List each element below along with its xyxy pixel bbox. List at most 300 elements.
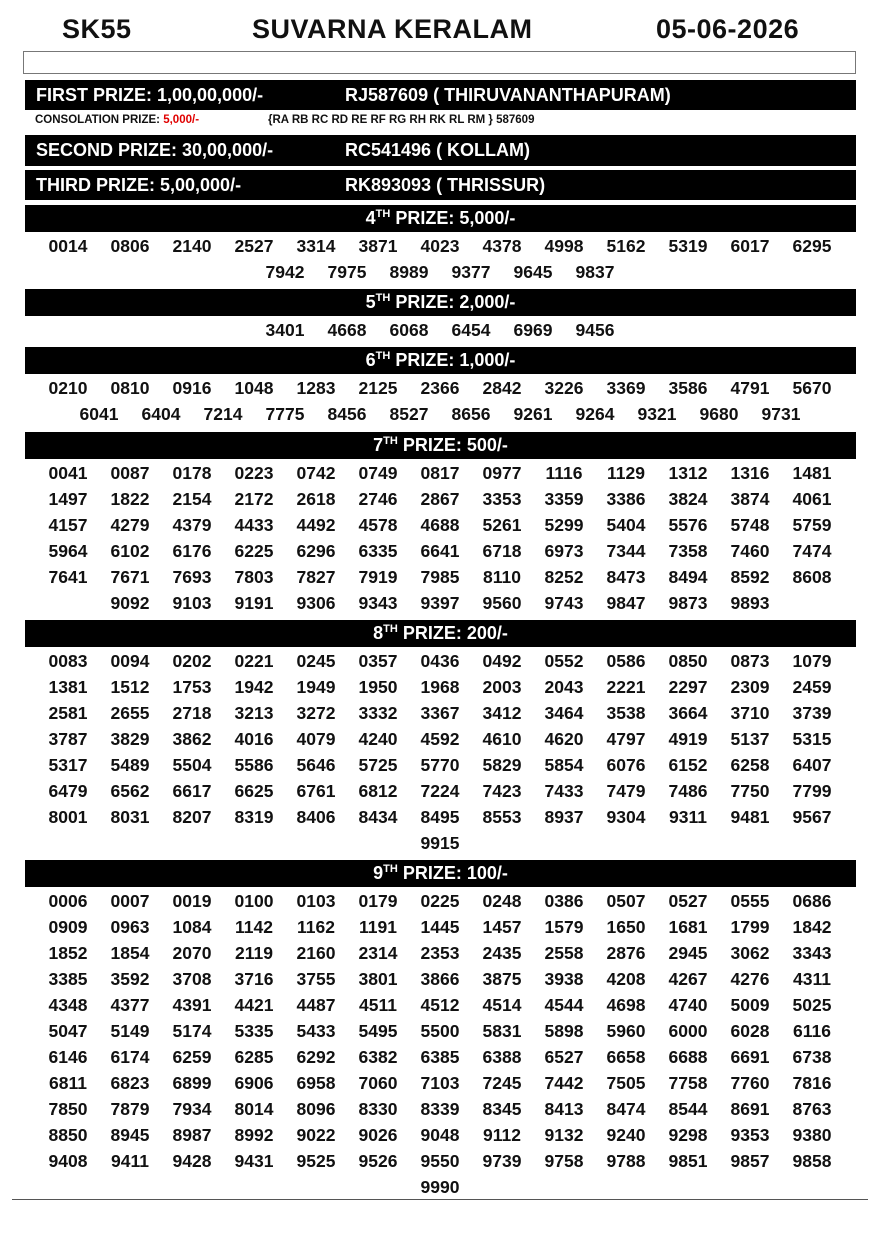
ticket-number: 9103: [172, 593, 212, 613]
ticket-number: 8937: [544, 807, 584, 827]
ticket-number: 8494: [668, 567, 708, 587]
ticket-number: 1822: [110, 489, 150, 509]
ticket-number: 8656: [451, 404, 491, 424]
ticket-number: 5319: [668, 236, 708, 256]
ticket-number: 8763: [792, 1099, 832, 1119]
ticket-number: 7442: [544, 1073, 584, 1093]
ticket-number: 2655: [110, 703, 150, 723]
ticket-number: 6068: [389, 320, 429, 340]
prize9-sup: TH: [383, 863, 398, 875]
ticket-number: 0749: [358, 463, 398, 483]
ticket-number: 5646: [296, 755, 336, 775]
ticket-number: 2353: [420, 943, 460, 963]
ticket-number: 7827: [296, 567, 336, 587]
ticket-number: 4620: [544, 729, 584, 749]
ticket-number: 3369: [606, 378, 646, 398]
ticket-number: 0810: [110, 378, 150, 398]
ticket-number: 5315: [792, 729, 832, 749]
ticket-number: 0223: [234, 463, 274, 483]
ticket-number: 4023: [420, 236, 460, 256]
ticket-number: 5759: [792, 515, 832, 535]
ticket-number: 3343: [792, 943, 832, 963]
ticket-number: 6382: [358, 1047, 398, 1067]
prize5-bar: [25, 289, 856, 316]
ticket-number: 6017: [730, 236, 770, 256]
ticket-number: 3385: [48, 969, 88, 989]
ticket-number: 0041: [48, 463, 88, 483]
ticket-number: 3716: [234, 969, 274, 989]
ticket-number: 7919: [358, 567, 398, 587]
ticket-number: 8319: [234, 807, 274, 827]
ticket-number: 8474: [606, 1099, 646, 1119]
ticket-number: 6174: [110, 1047, 150, 1067]
ticket-number: 8031: [110, 807, 150, 827]
ticket-number: 3787: [48, 729, 88, 749]
ticket-number: 6041: [79, 404, 119, 424]
ticket-number: 5964: [48, 541, 88, 561]
ticket-number: 0552: [544, 651, 584, 671]
ticket-number: 3829: [110, 729, 150, 749]
ticket-number: 0909: [48, 917, 88, 937]
ticket-number: 5149: [110, 1021, 150, 1041]
ticket-number: 2314: [358, 943, 398, 963]
ticket-number: 1497: [48, 489, 88, 509]
consolation-amount: 5,000/-: [163, 114, 200, 126]
ticket-number: 6295: [792, 236, 832, 256]
prize7-label: PRIZE: 500/-: [397, 435, 508, 455]
prize9-num: 9: [373, 863, 384, 883]
prize7-bar: [25, 432, 856, 459]
ticket-number: 9022: [296, 1125, 336, 1145]
ticket-number: 4311: [793, 969, 831, 989]
ticket-number: 3755: [296, 969, 336, 989]
ticket-number: 0817: [420, 463, 460, 483]
lottery-name: SUVARNA KERALAM: [252, 14, 533, 44]
ticket-number: 7799: [792, 781, 832, 801]
ticket-number: 3213: [234, 703, 274, 723]
ticket-number: 7816: [792, 1073, 832, 1093]
ticket-number: 6812: [358, 781, 398, 801]
ticket-number: 7775: [265, 404, 305, 424]
ticket-number: 6000: [668, 1021, 708, 1041]
ticket-number: 9758: [544, 1151, 584, 1171]
ticket-number: 9264: [575, 404, 615, 424]
ticket-number: 5489: [110, 755, 150, 775]
ticket-number: 3412: [482, 703, 522, 723]
draw-code: SK55: [62, 14, 132, 44]
ticket-number: 0103: [296, 891, 336, 911]
ticket-number: 4688: [420, 515, 460, 535]
consolation-series: {RA RB RC RD RE RF RG RH RK RL RM } 587609: [268, 114, 535, 126]
ticket-number: 9550: [420, 1151, 460, 1171]
ticket-number: 6658: [606, 1047, 646, 1067]
ticket-number: 9397: [420, 593, 460, 613]
ticket-number: 5831: [482, 1021, 522, 1041]
ticket-number: 9990: [420, 1177, 460, 1197]
ticket-number: 9560: [482, 593, 522, 613]
ticket-number: 3866: [420, 969, 460, 989]
ticket-number: 0873: [730, 651, 770, 671]
ticket-number: 1129: [607, 463, 645, 483]
prize7-numbers: [30, 460, 850, 616]
ticket-number: 8608: [792, 567, 832, 587]
ticket-number: 6973: [544, 541, 584, 561]
ticket-number: 7934: [172, 1099, 212, 1119]
third-prize-result: RK893093 ( THRISSUR): [345, 175, 546, 195]
ticket-number: 4668: [327, 320, 367, 340]
second-prize-label: SECOND PRIZE: 30,00,000/-: [36, 140, 274, 160]
ticket-number: 2867: [420, 489, 460, 509]
ticket-number: 3062: [730, 943, 770, 963]
ticket-number: 4348: [48, 995, 88, 1015]
ticket-number: 9731: [761, 404, 801, 424]
ticket-number: 7803: [234, 567, 274, 587]
ticket-number: 6076: [606, 755, 646, 775]
ticket-number: 6258: [730, 755, 770, 775]
ticket-number: 8495: [420, 807, 460, 827]
ticket-number: 7245: [482, 1073, 522, 1093]
ticket-number: 5504: [172, 755, 212, 775]
ticket-number: 9431: [234, 1151, 274, 1171]
ticket-number: 4512: [420, 995, 460, 1015]
ticket-number: 6738: [792, 1047, 832, 1067]
prize8-num: 8: [373, 623, 384, 643]
ticket-number: 2070: [172, 943, 212, 963]
ticket-number: 6454: [451, 320, 491, 340]
prize9-bar: [25, 860, 856, 887]
ticket-number: 5960: [606, 1021, 646, 1041]
ticket-number: 1512: [110, 677, 150, 697]
ticket-number: 7103: [420, 1073, 460, 1093]
ticket-number: 9858: [792, 1151, 832, 1171]
ticket-number: 4578: [358, 515, 398, 535]
prize6-label: PRIZE: 1,000/-: [390, 350, 516, 370]
ticket-number: 5137: [730, 729, 770, 749]
ticket-number: 8110: [483, 567, 521, 587]
ticket-number: 9851: [668, 1151, 708, 1171]
ticket-number: 5500: [420, 1021, 460, 1041]
ticket-number: 7433: [544, 781, 584, 801]
ticket-number: 4791: [730, 378, 770, 398]
ticket-number: 0357: [358, 651, 398, 671]
ticket-number: 8330: [358, 1099, 398, 1119]
ticket-number: 1681: [668, 917, 708, 937]
ticket-number: 7486: [668, 781, 708, 801]
ticket-number: 4592: [420, 729, 460, 749]
ticket-number: 6969: [513, 320, 553, 340]
ticket-number: 3272: [296, 703, 336, 723]
ticket-number: 8434: [358, 807, 398, 827]
ticket-number: 3367: [420, 703, 460, 723]
ticket-number: 9411: [111, 1151, 149, 1171]
ticket-number: 9525: [296, 1151, 336, 1171]
ticket-number: 2160: [296, 943, 336, 963]
ticket-number: 5404: [606, 515, 646, 535]
ticket-number: 5335: [234, 1021, 274, 1041]
ticket-number: 4610: [482, 729, 522, 749]
ticket-number: 7942: [265, 262, 305, 282]
ticket-number: 1753: [172, 677, 212, 697]
prize8-numbers: [30, 648, 850, 856]
ticket-number: 0492: [482, 651, 522, 671]
ticket-number: 3359: [544, 489, 584, 509]
ticket-number: 2459: [792, 677, 832, 697]
ticket-number: 6028: [730, 1021, 770, 1041]
ticket-number: 9240: [606, 1125, 646, 1145]
prize5-label: PRIZE: 2,000/-: [390, 292, 516, 312]
ticket-number: 1852: [48, 943, 88, 963]
ticket-number: 9092: [110, 593, 150, 613]
ticket-number: 5748: [730, 515, 770, 535]
ticket-number: 3708: [172, 969, 212, 989]
prize5-sup: TH: [375, 292, 391, 304]
ticket-number: 5047: [48, 1021, 88, 1041]
ticket-number: 3874: [730, 489, 770, 509]
ticket-number: 0094: [110, 651, 150, 671]
ticket-number: 4433: [234, 515, 274, 535]
ticket-number: 7641: [48, 567, 88, 587]
ticket-number: 1079: [792, 651, 832, 671]
ticket-number: 2154: [172, 489, 212, 509]
ticket-number: 5433: [296, 1021, 336, 1041]
prize5-numbers: [30, 317, 850, 343]
ticket-number: 1116: [545, 463, 583, 483]
ticket-number: 3739: [792, 703, 832, 723]
ticket-number: 0742: [296, 463, 336, 483]
ticket-number: 6285: [234, 1047, 274, 1067]
ticket-number: 3875: [482, 969, 522, 989]
ticket-number: 8096: [296, 1099, 336, 1119]
ticket-number: 3401: [265, 320, 305, 340]
ticket-number: 2581: [48, 703, 88, 723]
ticket-number: 4378: [482, 236, 522, 256]
ticket-number: 7423: [482, 781, 522, 801]
ticket-number: 8406: [296, 807, 336, 827]
ticket-number: 2221: [606, 677, 646, 697]
ticket-number: 1312: [668, 463, 708, 483]
ticket-number: 6176: [172, 541, 212, 561]
ticket-number: 5025: [792, 995, 832, 1015]
ticket-number: 5854: [544, 755, 584, 775]
ticket-number: 6479: [48, 781, 88, 801]
third-prize-bar: [25, 170, 856, 200]
prize4-numbers: [30, 233, 850, 285]
ticket-number: 5829: [482, 755, 522, 775]
ticket-number: 6146: [48, 1047, 88, 1067]
ticket-number: 9048: [420, 1125, 460, 1145]
ticket-number: 3871: [358, 236, 398, 256]
ticket-number: 4240: [358, 729, 398, 749]
ticket-number: 2558: [544, 943, 584, 963]
ticket-number: 2366: [420, 378, 460, 398]
ticket-number: 8014: [234, 1099, 274, 1119]
ticket-number: 4492: [296, 515, 336, 535]
ticket-number: 7460: [730, 541, 770, 561]
ticket-number: 1142: [235, 917, 273, 937]
ticket-number: 0916: [172, 378, 212, 398]
ticket-number: 7060: [358, 1073, 398, 1093]
ticket-number: 8339: [420, 1099, 460, 1119]
ticket-number: 0507: [606, 891, 646, 911]
ticket-number: 6152: [668, 755, 708, 775]
ticket-number: 9645: [513, 262, 553, 282]
ticket-number: 0007: [110, 891, 150, 911]
blank-box: [23, 51, 856, 74]
ticket-number: 7850: [48, 1099, 88, 1119]
ticket-number: 6385: [420, 1047, 460, 1067]
ticket-number: 9304: [606, 807, 646, 827]
prize8-bar: [25, 620, 856, 647]
ticket-number: 0963: [110, 917, 150, 937]
ticket-number: 5770: [420, 755, 460, 775]
ticket-number: 9893: [730, 593, 770, 613]
ticket-number: 1316: [730, 463, 770, 483]
draw-date: 05-06-2026: [656, 14, 800, 44]
ticket-number: 6527: [544, 1047, 584, 1067]
ticket-number: 5898: [544, 1021, 584, 1041]
bottom-divider: [12, 1199, 868, 1200]
ticket-number: 0087: [110, 463, 150, 483]
ticket-number: 9847: [606, 593, 646, 613]
ticket-number: 1283: [296, 378, 336, 398]
ticket-number: 5670: [792, 378, 832, 398]
ticket-number: 0586: [606, 651, 646, 671]
ticket-number: 1162: [297, 917, 335, 937]
ticket-number: 8691: [730, 1099, 770, 1119]
ticket-number: 4487: [296, 995, 336, 1015]
ticket-number: 7505: [606, 1073, 646, 1093]
ticket-number: 4379: [172, 515, 212, 535]
ticket-number: 9915: [420, 833, 460, 853]
ticket-number: 6225: [234, 541, 274, 561]
ticket-number: 3801: [358, 969, 398, 989]
ticket-number: 7474: [792, 541, 832, 561]
ticket-number: 3353: [482, 489, 522, 509]
ticket-number: 1191: [359, 917, 397, 937]
ticket-number: 4421: [234, 995, 274, 1015]
prize9-label: PRIZE: 100/-: [397, 863, 508, 883]
ticket-number: 4514: [482, 995, 522, 1015]
ticket-number: 1650: [606, 917, 646, 937]
ticket-number: 9191: [234, 593, 274, 613]
ticket-number: 4391: [172, 995, 212, 1015]
prize4-bar: [25, 205, 856, 232]
ticket-number: 1942: [234, 677, 274, 697]
ticket-number: 0248: [482, 891, 522, 911]
ticket-number: 2746: [358, 489, 398, 509]
ticket-number: 2003: [482, 677, 522, 697]
ticket-number: 0221: [234, 651, 274, 671]
prize8-sup: TH: [383, 623, 398, 635]
ticket-number: 9428: [172, 1151, 212, 1171]
ticket-number: 0555: [730, 891, 770, 911]
ticket-number: 1048: [234, 378, 274, 398]
ticket-number: 3386: [606, 489, 646, 509]
ticket-number: 7479: [606, 781, 646, 801]
ticket-number: 9873: [668, 593, 708, 613]
ticket-number: 3592: [110, 969, 150, 989]
ticket-number: 7693: [172, 567, 212, 587]
ticket-number: 6958: [296, 1073, 336, 1093]
ticket-number: 0977: [482, 463, 522, 483]
ticket-number: 1950: [358, 677, 398, 697]
ticket-number: 1949: [296, 677, 336, 697]
ticket-number: 6335: [358, 541, 398, 561]
ticket-number: 6388: [482, 1047, 522, 1067]
ticket-number: 2125: [358, 378, 398, 398]
ticket-number: 8992: [234, 1125, 274, 1145]
ticket-number: 4544: [544, 995, 584, 1015]
ticket-number: 1457: [482, 917, 522, 937]
ticket-number: 1842: [792, 917, 832, 937]
ticket-number: 4698: [606, 995, 646, 1015]
ticket-number: 4276: [730, 969, 770, 989]
ticket-number: 2718: [172, 703, 212, 723]
ticket-number: 4740: [668, 995, 708, 1015]
ticket-number: 9026: [358, 1125, 398, 1145]
ticket-number: 6691: [730, 1047, 770, 1067]
ticket-number: 5299: [544, 515, 584, 535]
ticket-number: 7214: [203, 404, 243, 424]
lottery-header: [0, 14, 880, 54]
ticket-number: 3332: [358, 703, 398, 723]
ticket-number: 5576: [668, 515, 708, 535]
ticket-number: 9353: [730, 1125, 770, 1145]
ticket-number: 1381: [48, 677, 88, 697]
ticket-number: 4919: [668, 729, 708, 749]
ticket-number: 3664: [668, 703, 708, 723]
ticket-number: 6407: [792, 755, 832, 775]
ticket-number: 2043: [544, 677, 584, 697]
ticket-number: 8553: [482, 807, 522, 827]
ticket-number: 0019: [172, 891, 212, 911]
ticket-number: 6811: [49, 1073, 87, 1093]
ticket-number: 9311: [669, 807, 707, 827]
ticket-number: 9377: [451, 262, 491, 282]
ticket-number: 4998: [544, 236, 584, 256]
ticket-number: 6617: [172, 781, 212, 801]
ticket-number: 8987: [172, 1125, 212, 1145]
prize4-sup: TH: [375, 208, 391, 220]
consolation-prize-row: [35, 114, 535, 126]
first-prize-result: RJ587609 ( THIRUVANANTHAPURAM): [345, 85, 671, 105]
ticket-number: 0210: [48, 378, 88, 398]
ticket-number: 8544: [668, 1099, 708, 1119]
ticket-number: 5317: [48, 755, 88, 775]
ticket-number: 7224: [420, 781, 460, 801]
ticket-number: 2119: [235, 943, 273, 963]
ticket-number: 1799: [730, 917, 770, 937]
ticket-number: 0014: [48, 236, 88, 256]
ticket-number: 7671: [110, 567, 150, 587]
prize6-numbers: [30, 375, 850, 427]
ticket-number: 2842: [482, 378, 522, 398]
ticket-number: 3314: [296, 236, 336, 256]
ticket-number: 0179: [358, 891, 398, 911]
ticket-number: 0245: [296, 651, 336, 671]
ticket-number: 6718: [482, 541, 522, 561]
consolation-label: CONSOLATION PRIZE:: [35, 114, 161, 126]
ticket-number: 9306: [296, 593, 336, 613]
ticket-number: 0178: [172, 463, 212, 483]
prize7-num: 7: [373, 435, 384, 455]
prize6-sup: TH: [375, 350, 391, 362]
prize5-num: 5: [365, 292, 376, 312]
ticket-number: 7760: [730, 1073, 770, 1093]
ticket-number: 2140: [172, 236, 212, 256]
ticket-number: 9739: [482, 1151, 522, 1171]
first-prize-bar: [25, 80, 856, 110]
